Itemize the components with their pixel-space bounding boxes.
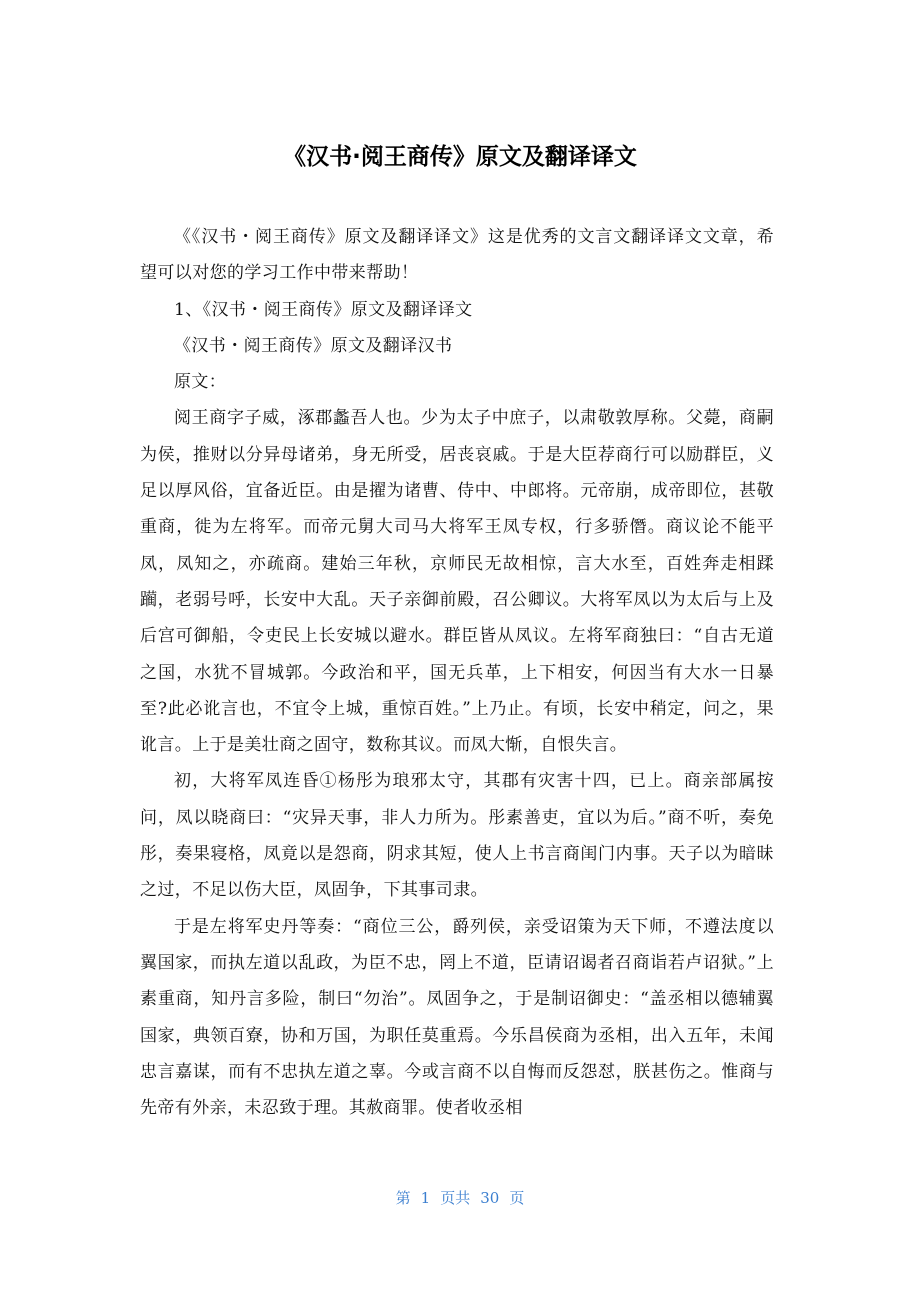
document-body xyxy=(140,219,774,1126)
subheading: 《汉书・阅王商传》原文及翻译汉书 xyxy=(174,335,453,356)
body-paragraph: 初，大将军凤连昏①杨彤为琅邪太守，其郡有灾害十四，已上。商亲部属按问，凤以晓商曰：“灾异天事，非人力所为。彤素善吏，宜以为后。”商不听，奏免彤，奏果寝格，凤竟以是怨商，阴求其短，使人上书言商闺门内事。天子以为暗昧之过，不足以伤大臣，凤固争，下其事司隶。 xyxy=(140,771,774,901)
page-label-mid: 页共 xyxy=(440,1189,471,1207)
section-heading: 1、《汉书・阅王商传》原文及翻译译文 xyxy=(174,299,473,320)
total-pages-number: 30 xyxy=(480,1189,500,1207)
page-label-suffix: 页 xyxy=(509,1189,525,1207)
page-footer xyxy=(0,1186,920,1210)
page-label-prefix: 第 xyxy=(395,1189,411,1207)
body-paragraph: 阅王商字子威，涿郡蠡吾人也。少为太子中庶子，以肃敬敦厚称。父薨，商嗣为侯，推财以分异母诸弟，身无所受，居丧哀戚。于是大臣荐商行可以励群臣，义足以厚风俗，宜备近臣。由是擢为诸曹、侍中、中郎将。元帝崩，成帝即位，甚敬重商，徙为左将军。而帝元舅大司马大将军王凤专权，行多骄僭。商议论不能平凤，凤知之，亦疏商。建始三年秋，京师民无故相惊，言大水至，百姓奔走相蹂躏，老弱号呼，长安中大乱。天子亲御前殿，召公卿议。大将军凤以为太后与上及后宫可御船，令吏民上长安城以避水。群臣皆从凤议。左将军商独曰：“自古无道之国，水犹不冒城郭。今政治和平，国无兵革，上下相安，何因当有大水一日暴至?此必讹言也，不宜令上城，重惊百姓。”上乃止。有顷，长安中稍定，问之，果讹言。上于是美壮商之固守，数称其议。而凤大惭，自恨失言。 xyxy=(140,408,774,756)
document-title: 《汉书·阅王商传》原文及翻译译文 xyxy=(283,144,637,170)
current-page-number: 1 xyxy=(420,1189,431,1207)
body-paragraph: 于是左将军史丹等奏：“商位三公，爵列侯，亲受诏策为天下师，不遵法度以翼国家，而执左道以乱政，为臣不忠，罔上不道，臣请诏谒者召商诣若卢诏狱。”上素重商，知丹言多险，制曰“勿治”。凤固争之，于是制诏御史：“盖丞相以德辅翼国家，典领百寮，协和万国，为职任莫重焉。今乐昌侯商为丞相，出入五年，未闻忠言嘉谋，而有不忠执左道之辜。今或言商不以自悔而反怨怼，朕甚伤之。惟商与先帝有外亲，未忍致于理。其赦商罪。使者收丞相 xyxy=(140,916,774,1119)
intro-paragraph: 《《汉书・阅王商传》原文及翻译译文》这是优秀的文言文翻译译文文章，希望可以对您的学习工作中带来帮助！ xyxy=(140,227,774,284)
original-text-label: 原文： xyxy=(174,372,227,393)
